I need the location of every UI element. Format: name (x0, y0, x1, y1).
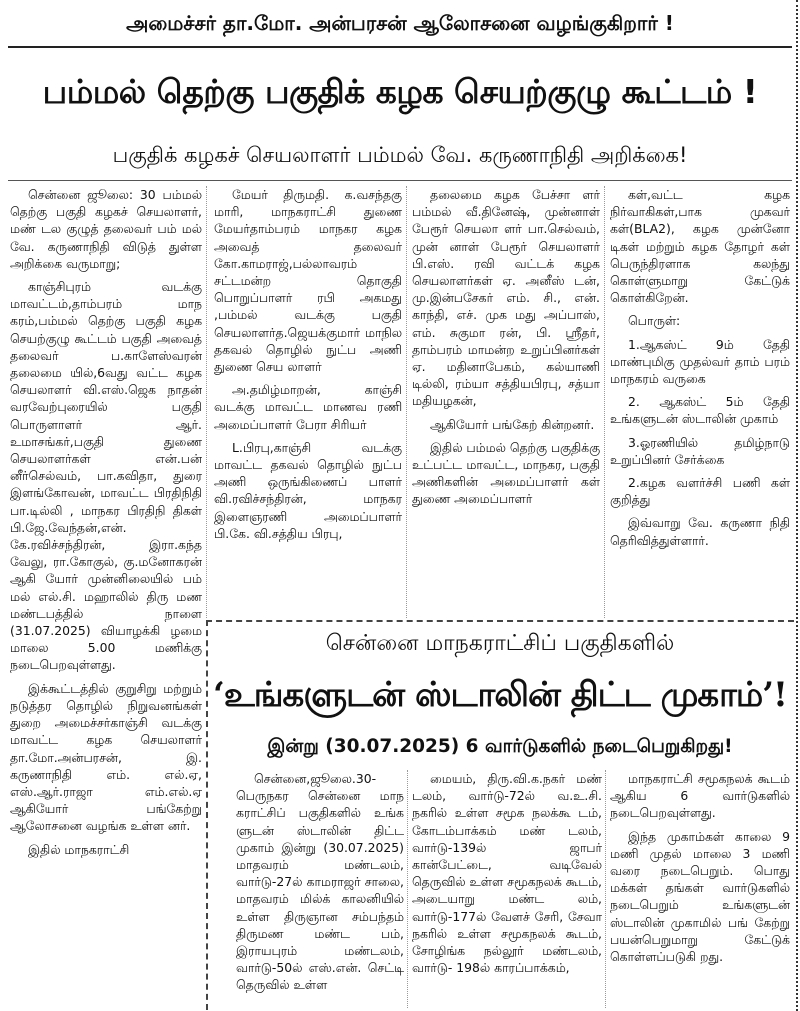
paragraph: காஞ்சிபுரம் வடக்கு மாவட்டம்,தாம்பரம் மாந கரம்,பம்மல் தெற்கு பகுதி கழக செயற்குழு கூட்டம் பகுதி அவைத் தலைவர் ப.காளேஸ்வரன் தலைமை யில்,6வது வட்ட கழக செயலாளர் வி.எஸ்.ஜெக நாதன் வரவேற்புரையில் பகுதி பொருளாளர் ஆர். உமாசங்கர்,பகுதி துணை செயலாளர்கள் என்.பன் னீர்செல்வம், பா.கவிதா, துரை இளங்கோவன், மாவட்ட பிரதிநிதி பா.டில்லி , மாநகர பிரதிநி திகள் பி.ஜே.வேந்தன்,என். கே.ரவிச்சந்திரன், இரா.கந்த வேலு, ரா.கோகுல், கு.மனோகரன் ஆகி யோர் முன்னிலையில் பம் மல் எல்.சி. மஹாலில் திரு மண மண்டபத்தில் நாளை (31.07.2025) வியாழக்கி ழமை மாலை 5.00 மணிக்கு நடைபெறவுள்ளது. (10, 279, 202, 673)
column-separator (604, 186, 605, 618)
story2-headline: ‘உங்களுடன் ஸ்டாலின் திட்ட முகாம்’! (213, 675, 787, 715)
column-separator (605, 770, 606, 1008)
list-item: 3.ஓரணியில் தமிழ்நாடு உறுப்பினர் சேர்க்கை (610, 434, 790, 467)
list-item: 2. ஆகஸ்ட் 5ம் தேதி உங்களுடன் ஸ்டாலின் முகாம் (610, 394, 790, 427)
paragraph: ஆகியோர் பங்கேற் கின்றனர். (430, 416, 595, 432)
divider (8, 46, 792, 48)
column-separator (406, 186, 407, 618)
paragraph: இக்கூட்டத்தில் குறுசிறு மற்றும் நடுத்தர தொழில் நிறுவனங்கள் துறை அமைச்சர்காஞ்சி வடக்கு மாவட்ட கழக செயலாளர் தா.மோ.அன்பரசன், இ. கருணாநிதி எம். எல்.ஏ, எஸ்.ஆர்.ராஜா எம்.எல்.ஏ ஆகியோர் பங்கேற்று ஆலோசனை வழங்க உள்ள னர். (10, 680, 202, 834)
paragraph: கள்,வட்ட கழக நிர்வாகிகள்,பாக முகவர் கள்(BLA2), கழக முன்னோ டிகள் மற்றும் கழக தோழர் கள் பெருந்திரளாக கலந்து கொள்ளுமாறு கேட்டுக் கொள்கிறேன். (610, 187, 790, 306)
paragraph: L.பிரபு,காஞ்சி வடக்கு மாவட்ட தகவல் தொழில் நுட்ப அணி ஒருங்கிணைப் பாளர் வி.ரவிச்சந்திரன், மாநகர இளைஞரணி அமைப்பாளர் பி.கே. வி.சத்திய பிரபு, (214, 439, 402, 541)
column-separator (407, 770, 408, 1008)
subheadline: பகுதிக் கழகச் செயலாளர் பம்மல் வே. கருணாநிதி அறிக்கை! (112, 143, 688, 167)
paragraph: இந்த முகாம்கள் காலை 9 மணி முதல் மாலை 3 மணி வரை நடைபெறும். பொது மக்கள் தங்கள் வார்டுகளில் நடைபெறும் உங்களுடன் ஸ்டாலின் முகாமில் பங் கேற்று பயன்பெறுமாறு கேட்டுக் கொள்ளப்படுகி றது. (610, 828, 790, 965)
story2-column-1 (236, 770, 404, 1008)
paragraph: மாநகராட்சி சமூகநலக் கூடம் ஆகிய 6 வார்டுகளில் நடைபெறவுள்ளது. (610, 771, 790, 821)
divider (8, 180, 792, 181)
story2-title: சென்னை மாநகராட்சிப் பகுதிகளில் (325, 631, 675, 656)
kicker-line: அமைச்சர் தா.மோ. அன்பரசன் ஆலோசனை வழங்குகிறார் ! (126, 11, 674, 35)
list-heading: பொருள்: (628, 313, 681, 329)
paragraph: இதில் மாநகராட்சி (28, 841, 130, 857)
story2-subheadline: இன்று (30.07.2025) 6 வார்டுகளில் நடைபெறுகிறது! (267, 736, 733, 757)
story1-column-1 (10, 186, 202, 1008)
paragraph: இவ்வாறு வே. கருணா நிதி தெரிவித்துள்ளார். (610, 515, 790, 548)
headline: பம்மல் தெற்கு பகுதிக் கழக செயற்குழு கூட்டம் ! (42, 72, 758, 111)
story1-column-4 (610, 186, 790, 614)
paragraph: மையம், திரு.வி.க.நகர் மண் டலம், வார்டு-72ல் வ.உ.சி. நகரில் உள்ள சமூக நலக்கூ டம், கோடம்பாக்கம் மண் டலம், வார்டு-139ல் ஜாபர் கான்பேட்டை, வடிவேல் தெருவில் உள்ள சமூகநலக் கூடம், அடையாறு மண்ட லம், வார்டு-177ல் வேளச் சேரி, சேவா நகரில் உள்ள சமூகநலக் கூடம், சோழிங்க நல்லூர் மண்டலம், வார்டு- 198ல் காரப்பாக்கம், (412, 771, 602, 976)
story2-column-2 (412, 770, 602, 1008)
paragraph: சென்னை,ஜூலை.30- பெருநகர சென்னை மாந கராட்சிப் பகுதிகளில் உங்க ளுடன் ஸ்டாலின் திட்ட முகாம் இன்று (30.07.2025) மாதவரம் மண்டலம், வார்டு-27ல் காமராஜர் சாலை, மாதவரம் மில்க் காலனியில் உள்ள திருஞான சம்பந்தம் திருமண மண்ட பம், இராயபுரம் மண்டலம், வார்டு-50ல் எஸ்.என். செட்டி தெருவில் உள்ள (236, 771, 404, 993)
story1-column-2 (214, 186, 402, 614)
story2-column-3 (610, 770, 790, 1008)
list-item: 1.ஆகஸ்ட் 9ம் தேதி மாண்புமிகு முதல்வர் தாம் பரம் மாநகரம் வருகை (610, 336, 790, 387)
paragraph: மேயர் திருமதி. க.வசந்தகு மாரி, மாநகராட்சி துணை மேயர்தாம்பரம் மாநகர கழக அவைத் தலைவர் கோ.காமராஜ்,பல்லாவரம் சட்டமன்ற தொகுதி பொறுப்பாளர் ரபி அகமது ,பம்மல் வடக்கு பகுதி செயலாளர்த.ஜெயக்குமார் மாநில தகவல் தொழில் நுட்ப அணி துணை செய லாளர் (214, 187, 402, 375)
paragraph: தலைமை கழக பேச்சா ளர் பம்மல் வீ.தினேஷ், முன்னாள் பேரூர் செயலா ளர் பா.செல்வம், முன் னாள் பேரூர் செயலாளர் பி.எஸ். ரவி வட்டக் கழக செயலாளர்கள் ஏ. அனீஸ் டன், மு.இன்பசேகர் எம். சி., என். காந்தி, எச். முக மது அப்பாஸ், எம். சுகுமா ரன், பி. ஸ்ரீதர், தாம்பரம் மாமன்ற உறுப்பினர்கள் ஏ. மதினாபேகம், கல்யாணி டில்லி, ரம்யா சத்தியபிரபு, சத்யா மதியழகன், (412, 187, 600, 409)
column-separator (206, 186, 207, 618)
paragraph: சென்னை ஜூலை: 30 பம்மல் தெற்கு பகுதி கழகச் செயலாளர், மண் டல குழுத் தலைவர் பம் மல் வே. கருணாநிதி விடுத் துள்ள அறிக்கை வருமாறு; (10, 187, 202, 271)
paragraph: இதில் பம்மல் தெற்கு பகுதிக்கு உட்பட்ட மாவட்ட, மாநகர, பகுதி அணிகளின் அமைப்பாளர் கள் துணை அமைப்பாளர் (412, 439, 600, 507)
page-edge-dotted-rule (796, 0, 798, 1011)
list-item: 2.கழக வளர்ச்சி பணி கள் குறித்து (610, 475, 790, 508)
story1-column-3 (412, 186, 600, 614)
paragraph: அ.தமிழ்மாறன், காஞ்சி வடக்கு மாவட்ட மாணவ ரணி அமைப்பாளர் பேரா சிரியர் (214, 382, 402, 432)
